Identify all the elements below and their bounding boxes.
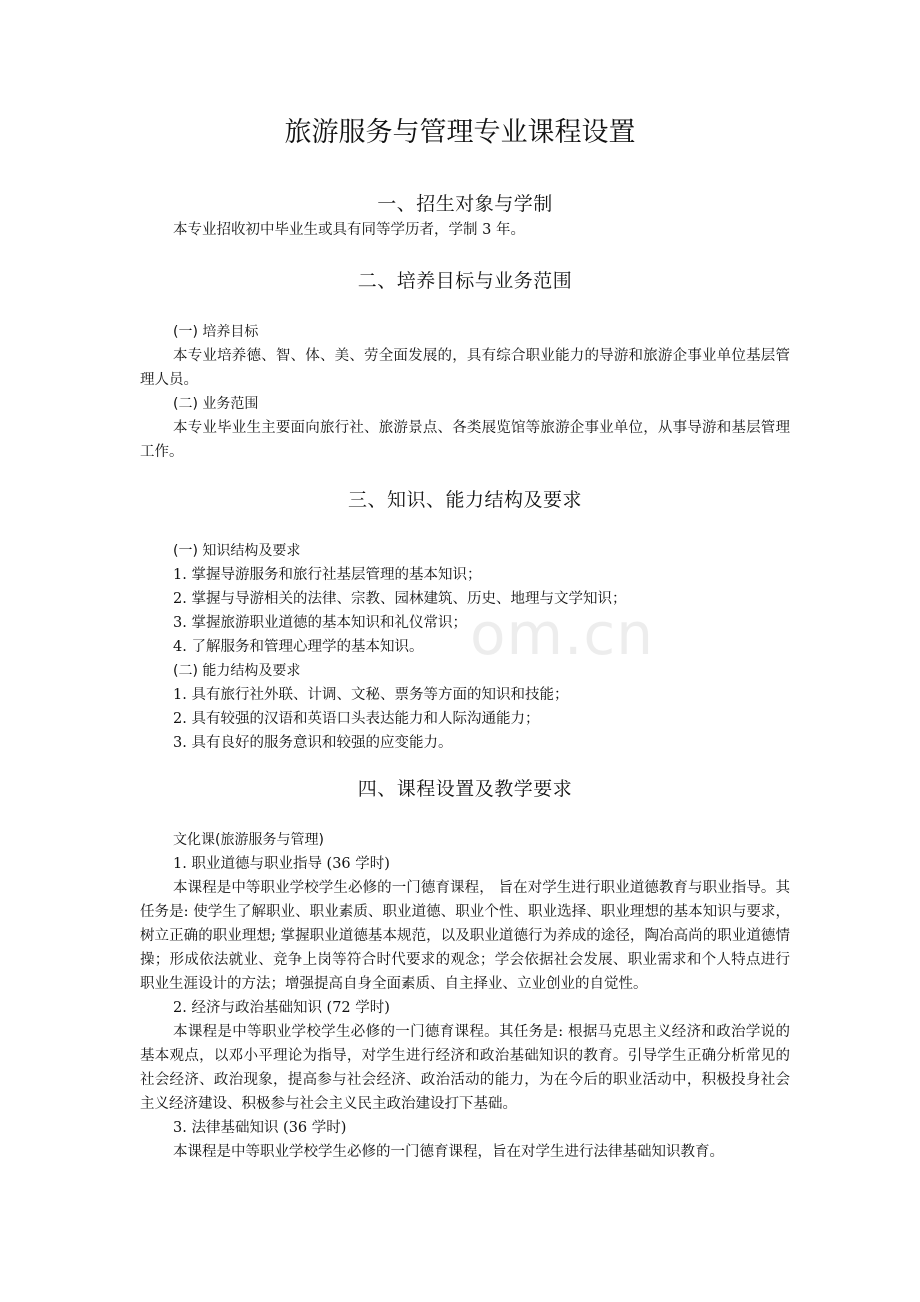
section-heading: 一、招生对象与学制	[377, 193, 553, 215]
paragraph: 本专业招收初中毕业生或具有同等学历者，学制 3 年。	[173, 222, 525, 238]
list-item: 2. 掌握与导游相关的法律、宗教、园林建筑、历史、地理与文学知识；	[173, 591, 627, 607]
watermark: om.cn	[470, 600, 655, 668]
course-name: 2. 经济与政治基础知识 (72 学时)	[173, 1000, 390, 1016]
subsection-heading: 文化课(旅游服务与管理)	[173, 832, 324, 848]
list-item: 3. 具有良好的服务意识和较强的应变能力。	[173, 735, 453, 751]
course-description: 本课程是中等职业学校学生必修的一门德育课程， 旨在对学生进行职业道德教育与职业指导。其任务是: 使学生了解职业、职业素质、职业道德、职业个性、职业选择、职业理想的基本知识与要求，树立正确的职业理想; 掌握职业道德基本规范，以及职业道德行为养成的途径，陶冶高尚的职业道德情操；形成依法就业、竞争上岗等符合时代要求的观念；学会依据社会发展、职业需求和个人特点进行职业生涯设计的方法；增强提高自身全面素质、自主择业、立业创业的自觉性。	[140, 880, 790, 992]
paragraph: 本专业毕业生主要面向旅行社、旅游景点、各类展览馆等旅游企事业单位，从事导游和基层管理工作。	[140, 420, 790, 460]
list-item: 1. 掌握导游服务和旅行社基层管理的基本知识；	[173, 567, 482, 583]
list-item: 1. 具有旅行社外联、计调、文秘、票务等方面的知识和技能；	[173, 687, 569, 703]
list-item: 2. 具有较强的汉语和英语口头表达能力和人际沟通能力；	[173, 711, 540, 727]
section-goals	[140, 267, 790, 464]
course-name: 1. 职业道德与职业指导 (36 学时)	[173, 856, 390, 872]
course-description: 本课程是中等职业学校学生必修的一门德育课程，旨在对学生进行法律基础知识教育。	[173, 1144, 724, 1160]
subsection-heading: (二) 业务范围	[173, 396, 259, 412]
list-item: 4. 了解服务和管理心理学的基本知识。	[173, 639, 424, 655]
section-heading: 三、知识、能力结构及要求	[347, 489, 582, 511]
list-item: 3. 掌握旅游职业道德的基本知识和礼仪常识；	[173, 615, 467, 631]
section-heading: 四、课程设置及教学要求	[357, 778, 573, 800]
section-heading: 二、培养目标与业务范围	[357, 270, 573, 292]
subsection-heading: (一) 培养目标	[173, 324, 259, 340]
document-title: 旅游服务与管理专业课程设置	[284, 117, 636, 148]
course-name: 3. 法律基础知识 (36 学时)	[173, 1120, 347, 1136]
course-description: 本课程是中等职业学校学生必修的一门德育课程。其任务是: 根据马克思主义经济和政治学说的基本观点，以邓小平理论为指导，对学生进行经济和政治基础知识的教育。引导学生正确分析常见的社会经济、政治现象，提高参与社会经济、政治活动的能力，为在今后的职业活动中，积极投身社会主义经济建设、积极参与社会主义民主政治建设打下基础。	[140, 1024, 790, 1112]
paragraph: 本专业培养德、智、体、美、劳全面发展的，具有综合职业能力的导游和旅游企事业单位基层管理人员。	[140, 348, 790, 388]
subsection-heading: (一) 知识结构及要求	[173, 543, 301, 559]
section-structure	[140, 486, 790, 755]
section-enrollment	[140, 190, 790, 242]
section-courses	[140, 775, 790, 1164]
subsection-heading: (二) 能力结构及要求	[173, 663, 301, 679]
